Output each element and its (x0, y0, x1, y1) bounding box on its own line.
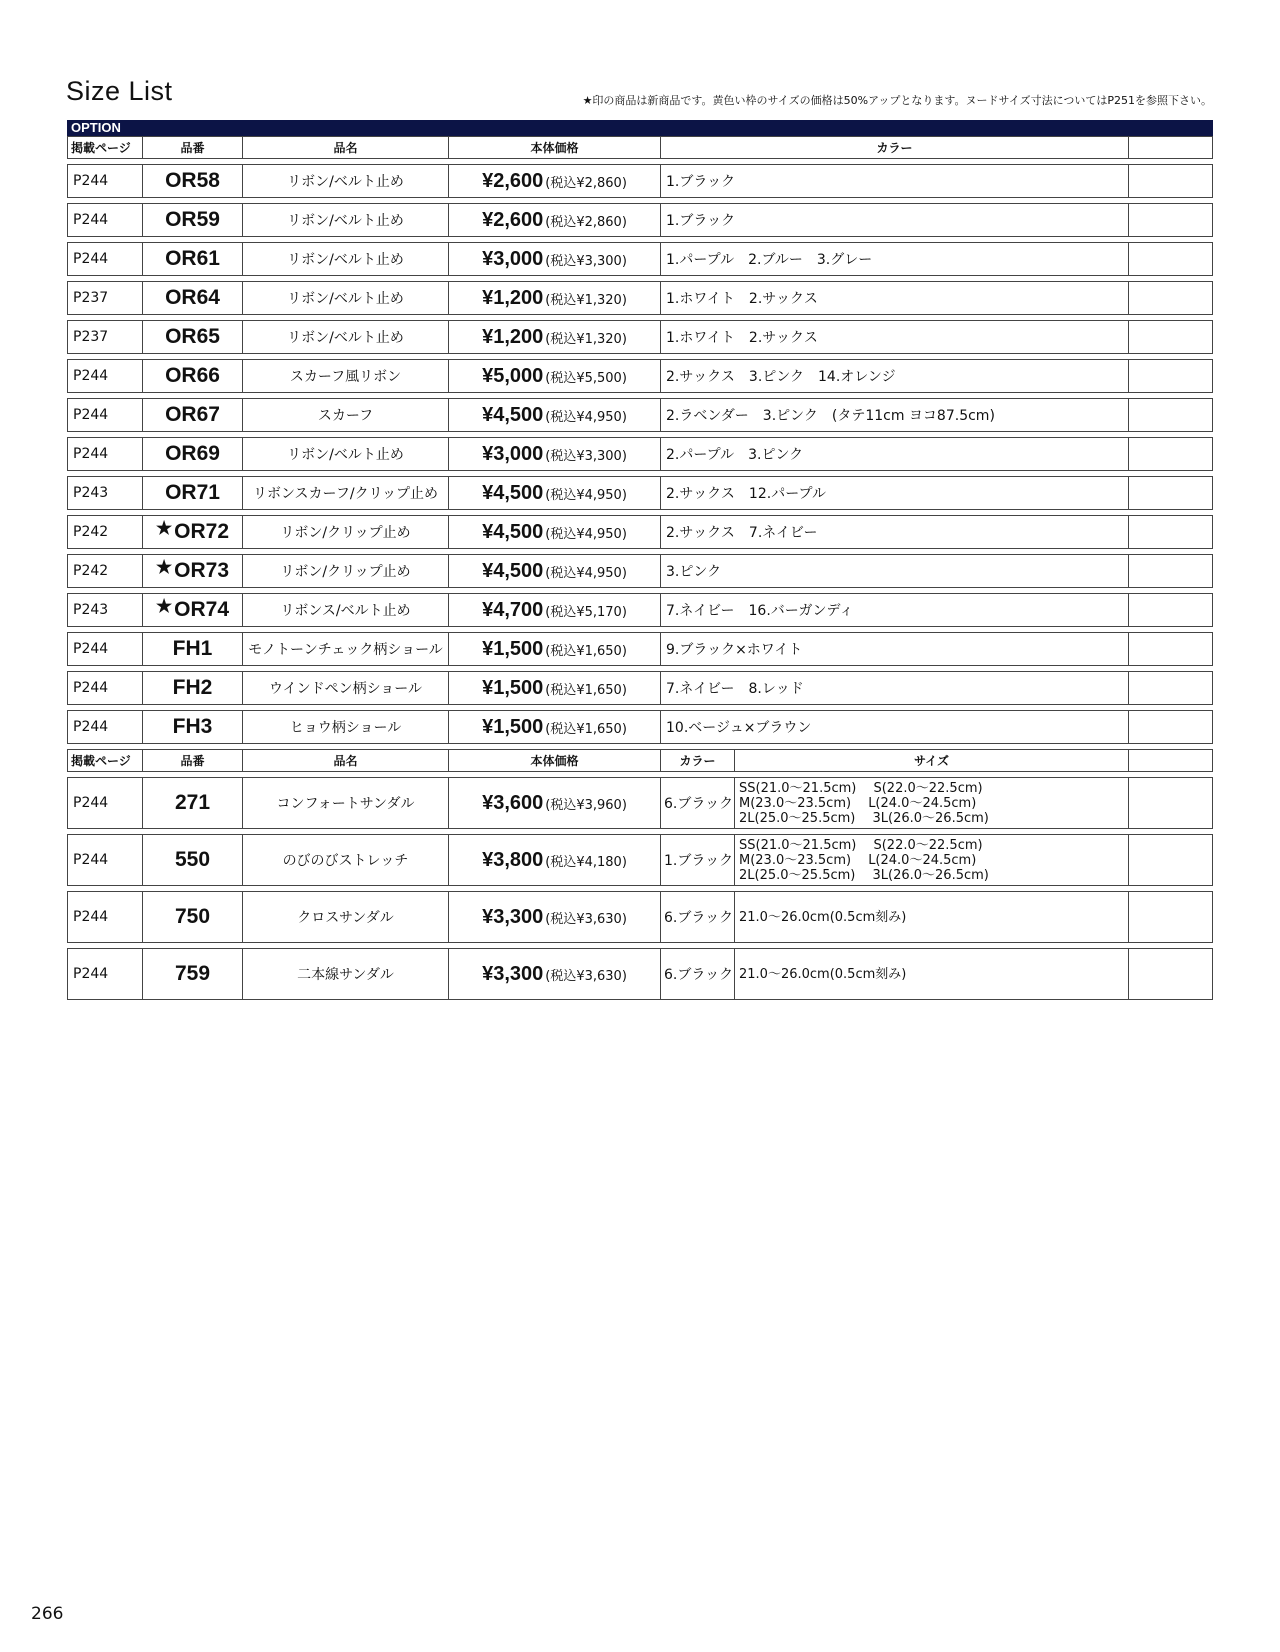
price-tax: (税込¥1,320) (545, 292, 627, 308)
cell-page: P242 (67, 554, 142, 588)
table-grid (67, 136, 1213, 1000)
cell-color: 7.ネイビー 16.バーガンディ (660, 593, 1128, 627)
price-tax: (税込¥3,300) (545, 253, 627, 269)
item-code: OR67 (165, 403, 220, 426)
price-tax: (税込¥4,950) (545, 526, 627, 542)
price-main: ¥4,500 (482, 559, 544, 582)
size-line: 2L(25.0〜25.5cm) 3L(26.0〜26.5cm) (739, 810, 989, 826)
cell-page: P244 (67, 710, 142, 744)
item-code: OR61 (165, 247, 220, 270)
cell-price (448, 164, 660, 198)
cell-code (142, 242, 242, 276)
header-empty (1128, 136, 1213, 159)
cell-empty (1128, 777, 1213, 829)
cell-empty (1128, 164, 1213, 198)
price-tax: (税込¥3,300) (545, 448, 627, 464)
price-main: ¥4,500 (482, 520, 544, 543)
cell-sizes (734, 948, 1128, 1000)
cell-name: リボン/ベルト止め (242, 242, 448, 276)
cell-name: リボン/ベルト止め (242, 437, 448, 471)
cell-name: リボンスカーフ/クリップ止め (242, 476, 448, 510)
price-tax: (税込¥1,650) (545, 721, 627, 737)
cell-code (142, 398, 242, 432)
cell-name: コンフォートサンダル (242, 777, 448, 829)
cell-code (142, 632, 242, 666)
cell-code: 271 (142, 777, 242, 829)
cell-color: 6.ブラック (660, 777, 734, 829)
cell-name: 二本線サンダル (242, 948, 448, 1000)
cell-empty (1128, 242, 1213, 276)
price-tax: (税込¥4,180) (545, 854, 627, 870)
cell-name: ヒョウ柄ショール (242, 710, 448, 744)
price-main: ¥3,800 (482, 848, 544, 871)
cell-price (448, 398, 660, 432)
cell-name: リボン/ベルト止め (242, 320, 448, 354)
cell-code: 550 (142, 834, 242, 886)
header-page: 掲載ページ (67, 136, 142, 159)
cell-name: リボン/ベルト止め (242, 203, 448, 237)
price-main: ¥3,300 (482, 905, 544, 928)
item-code: FH1 (172, 637, 213, 660)
cell-code (142, 281, 242, 315)
price-main: ¥4,500 (482, 481, 544, 504)
price-tax: (税込¥5,500) (545, 370, 627, 386)
price-main: ¥3,600 (482, 791, 544, 814)
cell-code (142, 710, 242, 744)
price-tax: (税込¥3,630) (545, 968, 627, 984)
cell-price (448, 203, 660, 237)
cell-color: 7.ネイビー 8.レッド (660, 671, 1128, 705)
item-code: OR66 (165, 364, 220, 387)
cell-code (142, 203, 242, 237)
cell-price (448, 281, 660, 315)
cell-empty (1128, 710, 1213, 744)
item-code: OR73 (174, 559, 229, 582)
size-line: SS(21.0〜21.5cm) S(22.0〜22.5cm) (739, 837, 983, 853)
cell-empty (1128, 515, 1213, 549)
cell-empty (1128, 359, 1213, 393)
price-tax: (税込¥4,950) (545, 487, 627, 503)
item-code: FH3 (172, 715, 213, 738)
cell-price (448, 632, 660, 666)
price-main: ¥1,500 (482, 715, 544, 738)
cell-empty (1128, 281, 1213, 315)
cell-code (142, 671, 242, 705)
cell-empty (1128, 948, 1213, 1000)
cell-page: P237 (67, 281, 142, 315)
cell-name: リボン/クリップ止め (242, 554, 448, 588)
cell-code (142, 476, 242, 510)
cell-page: P244 (67, 671, 142, 705)
cell-price (448, 948, 660, 1000)
new-star-icon: ★ (156, 595, 173, 616)
size-line: 2L(25.0〜25.5cm) 3L(26.0〜26.5cm) (739, 867, 989, 883)
size-line: M(23.0〜23.5cm) L(24.0〜24.5cm) (739, 795, 977, 811)
cell-empty (1128, 437, 1213, 471)
cell-color: 3.ピンク (660, 554, 1128, 588)
cell-name: のびのびストレッチ (242, 834, 448, 886)
size-list-table (67, 120, 1213, 1000)
price-main: ¥4,500 (482, 403, 544, 426)
cell-color: 9.ブラック×ホワイト (660, 632, 1128, 666)
cell-code (142, 359, 242, 393)
size-line: SS(21.0〜21.5cm) S(22.0〜22.5cm) (739, 780, 983, 796)
cell-code (142, 437, 242, 471)
cell-page: P244 (67, 398, 142, 432)
section-band: OPTION (67, 120, 1213, 136)
header-code: 品番 (142, 136, 242, 159)
cell-page: P244 (67, 164, 142, 198)
new-product-notice: ★印の商品は新商品です。黄色い枠のサイズの価格は50%アップとなります。ヌードサイズ寸法についてはP251を参照下さい。 (582, 94, 1212, 107)
header2-price: 本体価格 (448, 749, 660, 772)
header-name: 品名 (242, 136, 448, 159)
cell-price (448, 593, 660, 627)
cell-price (448, 242, 660, 276)
cell-empty (1128, 632, 1213, 666)
cell-color: 1.ホワイト 2.サックス (660, 320, 1128, 354)
cell-name: リボンス/ベルト止め (242, 593, 448, 627)
page-number: 266 (31, 1604, 64, 1624)
cell-color: 1.ブラック (660, 834, 734, 886)
cell-color: 6.ブラック (660, 891, 734, 943)
price-tax: (税込¥1,650) (545, 643, 627, 659)
cell-empty (1128, 891, 1213, 943)
size-line: 21.0〜26.0cm(0.5cm刻み) (739, 909, 907, 925)
header2-size: サイズ (734, 749, 1128, 772)
cell-sizes (734, 834, 1128, 886)
cell-name: スカーフ風リボン (242, 359, 448, 393)
cell-sizes (734, 777, 1128, 829)
header-color: カラー (660, 136, 1128, 159)
header2-color: カラー (660, 749, 734, 772)
cell-empty (1128, 476, 1213, 510)
cell-color: 1.ホワイト 2.サックス (660, 281, 1128, 315)
cell-page: P244 (67, 437, 142, 471)
price-tax: (税込¥3,960) (545, 797, 627, 813)
cell-color: 2.サックス 12.パープル (660, 476, 1128, 510)
header2-page: 掲載ページ (67, 749, 142, 772)
price-main: ¥2,600 (482, 169, 544, 192)
cell-name: リボン/ベルト止め (242, 164, 448, 198)
cell-price (448, 834, 660, 886)
cell-page: P243 (67, 593, 142, 627)
cell-color: 2.サックス 3.ピンク 14.オレンジ (660, 359, 1128, 393)
cell-page: P237 (67, 320, 142, 354)
cell-sizes (734, 891, 1128, 943)
cell-color: 1.パープル 2.ブルー 3.グレー (660, 242, 1128, 276)
cell-page: P244 (67, 242, 142, 276)
cell-name: リボン/クリップ止め (242, 515, 448, 549)
cell-color: 6.ブラック (660, 948, 734, 1000)
cell-code: 750 (142, 891, 242, 943)
cell-page: P244 (67, 203, 142, 237)
cell-empty (1128, 554, 1213, 588)
cell-page: P244 (67, 632, 142, 666)
item-code: OR71 (165, 481, 220, 504)
cell-price (448, 891, 660, 943)
cell-color: 2.パープル 3.ピンク (660, 437, 1128, 471)
cell-page: P244 (67, 948, 142, 1000)
cell-color: 10.ベージュ×ブラウン (660, 710, 1128, 744)
cell-name: ウインドペン柄ショール (242, 671, 448, 705)
cell-code (142, 554, 242, 588)
cell-price (448, 554, 660, 588)
item-code: OR59 (165, 208, 220, 231)
page-title: Size List (66, 76, 173, 106)
cell-price (448, 437, 660, 471)
cell-empty (1128, 834, 1213, 886)
cell-color: 1.ブラック (660, 164, 1128, 198)
header-price: 本体価格 (448, 136, 660, 159)
cell-code (142, 593, 242, 627)
price-main: ¥4,700 (482, 598, 544, 621)
price-main: ¥1,500 (482, 676, 544, 699)
header2-empty (1128, 749, 1213, 772)
cell-empty (1128, 320, 1213, 354)
header2-name: 品名 (242, 749, 448, 772)
size-line: M(23.0〜23.5cm) L(24.0〜24.5cm) (739, 852, 977, 868)
cell-page: P244 (67, 891, 142, 943)
price-main: ¥1,200 (482, 325, 544, 348)
price-main: ¥1,500 (482, 637, 544, 660)
price-tax: (税込¥1,320) (545, 331, 627, 347)
cell-page: P244 (67, 359, 142, 393)
price-main: ¥3,000 (482, 442, 544, 465)
cell-page: P243 (67, 476, 142, 510)
cell-page: P244 (67, 834, 142, 886)
new-star-icon: ★ (156, 556, 173, 577)
item-code: OR65 (165, 325, 220, 348)
price-tax: (税込¥4,950) (545, 565, 627, 581)
price-tax: (税込¥2,860) (545, 214, 627, 230)
price-main: ¥3,000 (482, 247, 544, 270)
item-code: OR72 (174, 520, 229, 543)
cell-name: リボン/ベルト止め (242, 281, 448, 315)
cell-code (142, 164, 242, 198)
cell-page: P244 (67, 777, 142, 829)
cell-price (448, 710, 660, 744)
price-main: ¥3,300 (482, 962, 544, 985)
new-star-icon: ★ (156, 517, 173, 538)
cell-name: クロスサンダル (242, 891, 448, 943)
item-code: FH2 (172, 676, 213, 699)
item-code: OR58 (165, 169, 220, 192)
price-main: ¥5,000 (482, 364, 544, 387)
cell-empty (1128, 593, 1213, 627)
item-code: OR74 (174, 598, 229, 621)
cell-color: 2.サックス 7.ネイビー (660, 515, 1128, 549)
cell-name: スカーフ (242, 398, 448, 432)
item-code: OR64 (165, 286, 220, 309)
price-tax: (税込¥4,950) (545, 409, 627, 425)
size-line: 21.0〜26.0cm(0.5cm刻み) (739, 966, 907, 982)
cell-empty (1128, 671, 1213, 705)
item-code: OR69 (165, 442, 220, 465)
cell-color: 1.ブラック (660, 203, 1128, 237)
cell-code (142, 515, 242, 549)
cell-code (142, 320, 242, 354)
cell-empty (1128, 203, 1213, 237)
price-tax: (税込¥5,170) (545, 604, 627, 620)
price-tax: (税込¥2,860) (545, 175, 627, 191)
header2-code: 品番 (142, 749, 242, 772)
cell-price (448, 515, 660, 549)
cell-price (448, 359, 660, 393)
price-main: ¥1,200 (482, 286, 544, 309)
price-tax: (税込¥1,650) (545, 682, 627, 698)
cell-color: 2.ラベンダー 3.ピンク (タテ11cm ヨコ87.5cm) (660, 398, 1128, 432)
cell-price (448, 777, 660, 829)
price-tax: (税込¥3,630) (545, 911, 627, 927)
price-main: ¥2,600 (482, 208, 544, 231)
cell-empty (1128, 398, 1213, 432)
cell-price (448, 320, 660, 354)
cell-page: P242 (67, 515, 142, 549)
cell-code: 759 (142, 948, 242, 1000)
cell-price (448, 476, 660, 510)
cell-price (448, 671, 660, 705)
cell-name: モノトーンチェック柄ショール (242, 632, 448, 666)
